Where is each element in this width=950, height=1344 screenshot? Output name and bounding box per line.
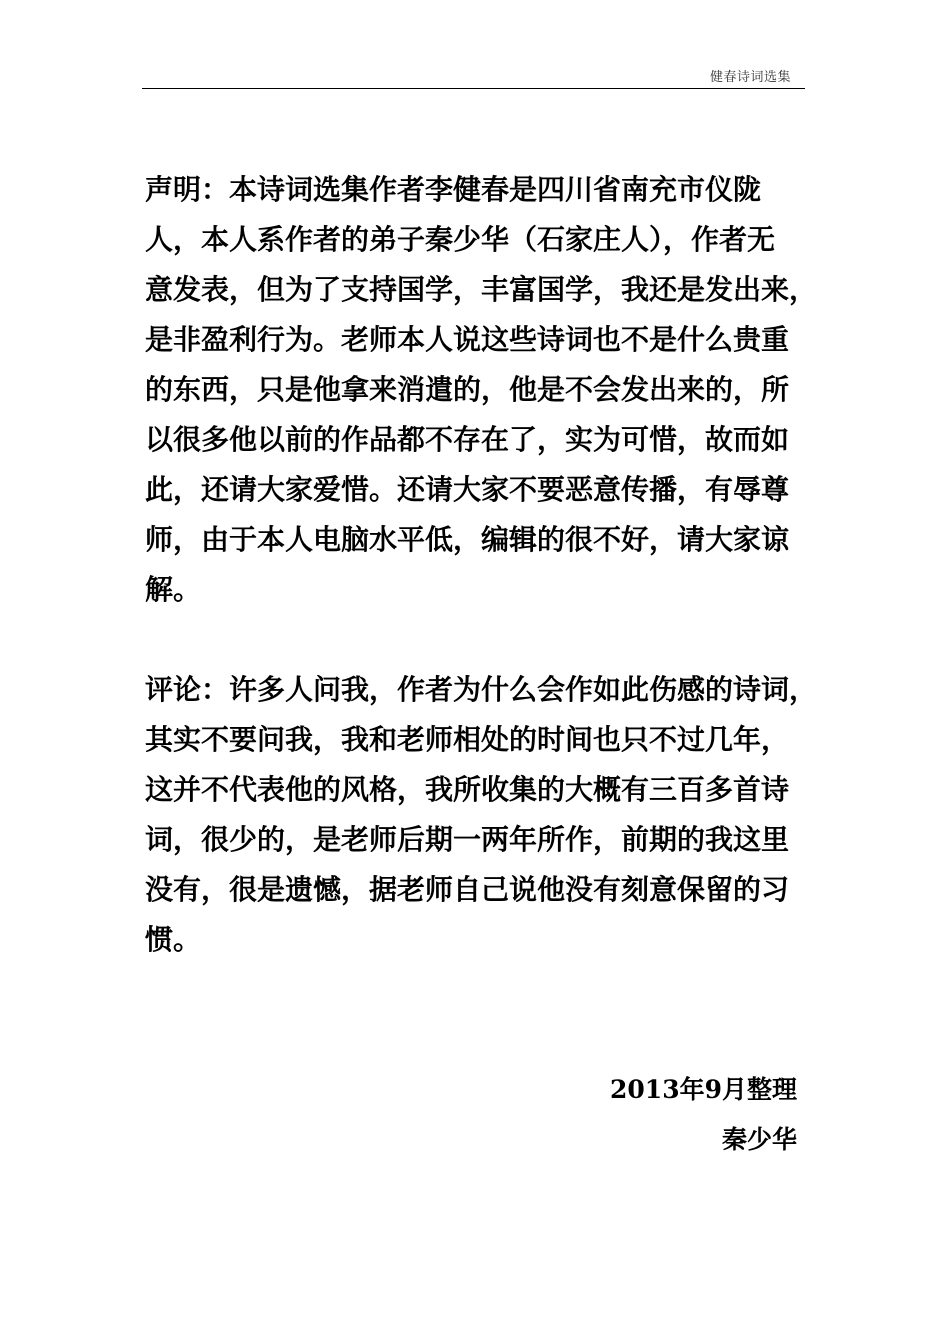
page-header — [142, 62, 805, 89]
statement-line: 师，由于本人电脑水平低，编辑的很不好，请大家谅 — [145, 523, 790, 556]
header-title: 健春诗词选集 — [709, 70, 791, 85]
statement-line: 以很多他以前的作品都不存在了，实为可惜，故而如 — [145, 423, 790, 456]
statement-line: 声明：本诗词选集作者李健春是四川省南充市仪陇 — [145, 173, 762, 206]
comment-line: 惯。 — [145, 923, 202, 956]
comment-line: 评论：许多人问我，作者为什么会作如此伤感的诗词， — [145, 673, 818, 706]
comment-line: 这并不代表他的风格，我所收集的大概有三百多首诗 — [145, 773, 790, 806]
statement-line: 此，还请大家爱惜。还请大家不要恶意传播，有辱尊 — [145, 473, 790, 506]
statement-line: 意发表，但为了支持国学，丰富国学，我还是发出来， — [145, 273, 818, 306]
signature-name: 秦少华 — [721, 1125, 797, 1154]
signature-date: 2013年9月整理 — [610, 1075, 797, 1104]
comment-paragraph — [145, 665, 818, 965]
statement-line: 是非盈利行为。老师本人说这些诗词也不是什么贵重 — [145, 323, 790, 356]
comment-line: 其实不要问我，我和老师相处的时间也只不过几年， — [145, 723, 790, 756]
statement-line: 的东西，只是他拿来消遣的，他是不会发出来的，所 — [145, 373, 790, 406]
statement-line: 解。 — [145, 573, 202, 606]
comment-line: 词，很少的，是老师后期一两年所作，前期的我这里 — [145, 823, 790, 856]
comment-line: 没有，很是遗憾，据老师自己说他没有刻意保留的习 — [145, 873, 790, 906]
statement-paragraph — [145, 165, 818, 615]
statement-line: 人，本人系作者的弟子秦少华（石家庄人），作者无 — [145, 223, 776, 256]
